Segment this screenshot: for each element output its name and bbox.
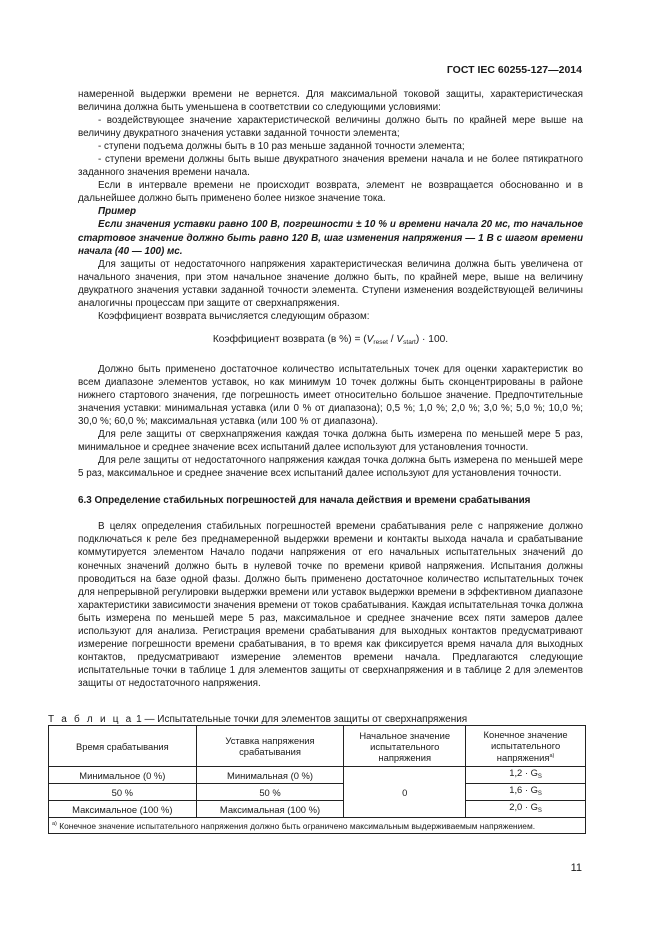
paragraph: Для реле защиты от сверхнапряжения каждая точка должна быть измерена по меньшей мере 5 раз, минимальное и среднее значение всех испытаний далее используют для установления точности. [78, 429, 583, 454]
list-item: - ступени времени должны быть выше двукратного значения времени начала и не более пятикратного заданного значения времени начала. [78, 154, 583, 179]
paragraph: Если в интервале времени не происходит возврата, элемент не возвращается обоснованно и в дальнейшее должно быть применено более низкое значение тока. [78, 180, 583, 205]
cell-time: Минимальное (0 %) [49, 767, 197, 784]
paragraph: В целях определения стабильных погрешностей времени срабатывания реле с напряжение должно подключаться к реле без преднамеренной выдержки времени и контакты выхода начала и срабатывание коммутируется элементом Начало подачи напряжения от его начальных испытательных значений до конечных значений должно быть в нулевой точке по времени кривой напряжения. Испытания должны проводиться на базе одной фазы. Должно быть применено достаточное количество испытательных точек для непрерывной регулировки выдержки времени или уставок выдержки времени в эффективном диапазоне характеристики зависимости значения времени от токов срабатывания. Каждая испытательная точка должна быть измерена по меньшей мере 5 раз, максимальное и среднее значение всех пяти замеров далее используют для анализа. Регистрация времени срабатывания для выходных контактов предусматривают измерение погрешности времени срабатывания, в то время как фиксируется время начала для выходных контактов, предусматривают измерение элементов времени начала. Предлагаются следующие испытательные точки в таблице 1 для элементов защиты от сверхнапряжения и в таблице 2 для элементов защиты от недостаточного напряжения. [78, 521, 583, 689]
paragraph: Должно быть применено достаточное количество испытательных точек для оценки характеристик во всем диапазоне элементов уставок, но как минимум 10 точек должны быть сконцентрированы в районе нижнего стартового значения, где погрешность имеет относительно большое значение. Предпочтительные значения уставки: минимальная уставка (или 0 % от диапазона); 0,5 %; 1,0 %; 2,0 %; 3,0 %; 5,0 %; 10,0 %; 30,0 %; 60,0 %; максимальная уставка (или 100 % от диапазона). [78, 363, 583, 428]
column-header: Время срабатывания [49, 726, 197, 767]
paragraph: Для защиты от недостаточного напряжения характеристическая величина должна быть увеличена от начального значения, при этом начальное значение должно быть, по крайней мере, выше на величину двукратного значения уставки заданной точности элемента. Ступени изменения воздействующей величины аналогичны процессам при защите от сверхнапряжения. [78, 258, 583, 309]
cell-setpoint: 50 % [196, 784, 344, 801]
column-header: Начальное значение испытательного напряжения [344, 726, 466, 767]
section-title: 6.3 Определение стабильных погрешностей для начала действия и времени срабатывания [78, 495, 531, 507]
paragraph: намеренной выдержки времени не вернется. Для максимальной токовой защиты, характеристическая величина должна быть уменьшена в соответствии со следующими условиями: [78, 89, 583, 114]
column-header: Уставка напряжения срабатывания [196, 726, 344, 767]
cell-setpoint: Минимальная (0 %) [196, 767, 344, 784]
table-row [49, 801, 586, 818]
cell-final-value: $1,2 \cdot G_S$ [466, 767, 586, 784]
cell-time: 50 % [49, 784, 197, 801]
cell-final-value: $2,0 \cdot G_S$ [466, 801, 586, 818]
table-row [49, 767, 586, 784]
cell-final-value: $1,6 \cdot G_S$ [466, 784, 586, 801]
cell-setpoint: Максимальная (100 %) [196, 801, 344, 818]
cell-initial-value: 0 [344, 767, 466, 818]
cell-time: Максимальное (100 %) [49, 801, 197, 818]
list-item: - ступени подъема должны быть в 10 раз меньше заданной точности элемента; [98, 141, 465, 153]
paragraph: Коэффициент возврата вычисляется следующим образом: [98, 310, 370, 322]
table-footnote-row [49, 818, 586, 834]
example-title: Пример [98, 206, 136, 218]
page-body [78, 88, 583, 690]
table-caption: Т а б л и ц а 1 — Испытательные точки для элементов защиты от сверхнапряжения [48, 714, 468, 725]
example-body: Если значения уставки равно 100 В, погрешности ± 10 % и времени начала 20 мс, то начальное стартовое значение должно быть равно 120 В, шаг изменения напряжения — 1 В с шагом времени начала (40 — 100) мс. [78, 219, 583, 257]
paragraph: Для реле защиты от недостаточного напряжения каждая точка должна быть измерена по меньшей мере 5 раз, максимальное и среднее значение всех испытаний далее используют для установления точности. [78, 455, 583, 480]
column-header: Конечное значение испытательного напряжения$^{а)}$ [466, 726, 586, 767]
test-points-table [48, 725, 586, 834]
formula: Коэффициент возврата (в %) = $(V_{reset} / V_{start}) \cdot 100$. [212, 333, 449, 346]
document-code: ГОСТ IEC 60255-127—2014 [446, 64, 582, 76]
table-footnote: $^{а)}$ Конечное значение испытательного напряжения должно быть ограничено максимальным выдерживаемым напряжением. [49, 818, 586, 834]
table-row [49, 784, 586, 801]
list-item: - воздействующее значение характеристической величины должно быть по крайней мере выше на величину двукратного значения уставки заданной точности элемента; [78, 115, 583, 140]
table-header-row [49, 726, 586, 767]
page-number: 11 [570, 862, 582, 874]
